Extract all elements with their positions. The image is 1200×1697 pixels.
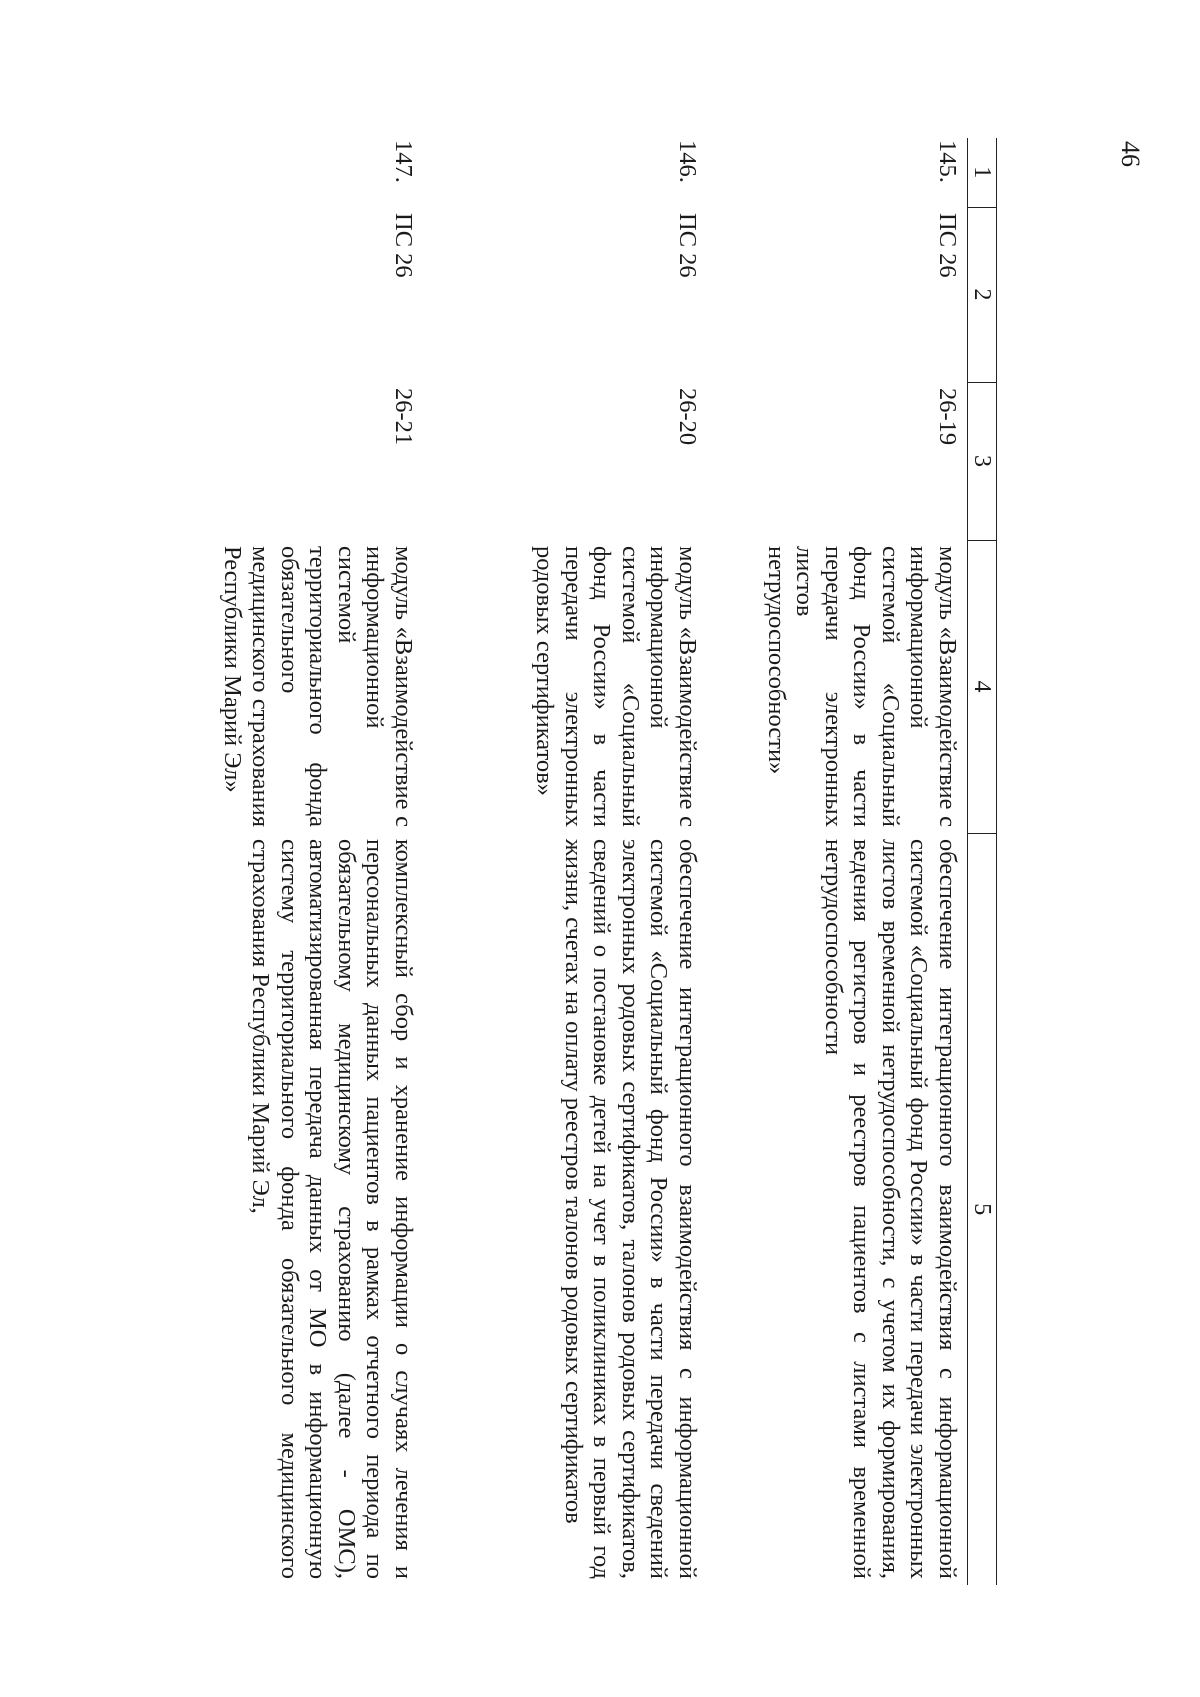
table-row [182,138,423,1585]
column-header: 4 [968,540,997,833]
row-module-name: модуль «Взаимодействие с информационной системой «Социальный фонд России» в части передачи электронных листов нетрудоспособности» [763,546,961,827]
column-header: 2 [968,207,997,382]
row-module-name: модуль «Взаимодействие с информационной системой территориального фонда обязательного медицинского страхования Республики Марий Эл» [219,546,417,827]
page-number: 46 [1116,141,1145,167]
table-row [707,138,968,1585]
table-row [423,138,707,1585]
row-id: 26-21 [390,388,417,446]
column-header: 3 [968,382,997,540]
row-code: ПС 26 [674,213,701,278]
row-number: 147. [390,140,417,183]
row-number: 145. [934,140,961,183]
row-id: 26-20 [674,388,701,446]
row-number: 146. [674,140,701,183]
column-header: 1 [968,138,997,207]
services-table [182,138,997,1585]
rotated-table-sheet [185,138,997,1585]
row-id: 26-19 [934,388,961,446]
row-module-name: модуль «Взаимодействие с информационной системой «Социальный фонд России» в части передачи электронных родовых сертификатов» [531,546,701,827]
row-description: обеспечение интеграционного взаимодействия с информационной системой «Социальный фонд России» в части передачи электронных листов временной нетрудоспособности, с учетом их формирования, ведения регистров и реестров пациентов с листами временной нетрудоспособности [820,839,961,1579]
column-header: 5 [968,833,997,1585]
row-code: ПС 26 [390,213,417,278]
row-description: обеспечение интеграционного взаимодействия с информационной системой «Социальный фонд России» в части передачи сведений электронных родовых сертификатов, талонов родовых сертификатов, сведений о постановке детей на учет в поликлиниках в первый год жизни, счетах на оплату реестров талонов родовых сертификатов [560,839,701,1579]
row-description: комплексный сбор и хранение информации о случаях лечения и персональных данных пациентов в рамках отчетного периода по обязательному медицинскому страхованию (далее - ОМС), автоматизированная передача данных от МО в информационную систему территориального фонда обязательного медицинского страхования Республики Марий Эл, [247,839,417,1579]
row-code: ПС 26 [934,213,961,278]
table-header-row [968,138,997,1585]
